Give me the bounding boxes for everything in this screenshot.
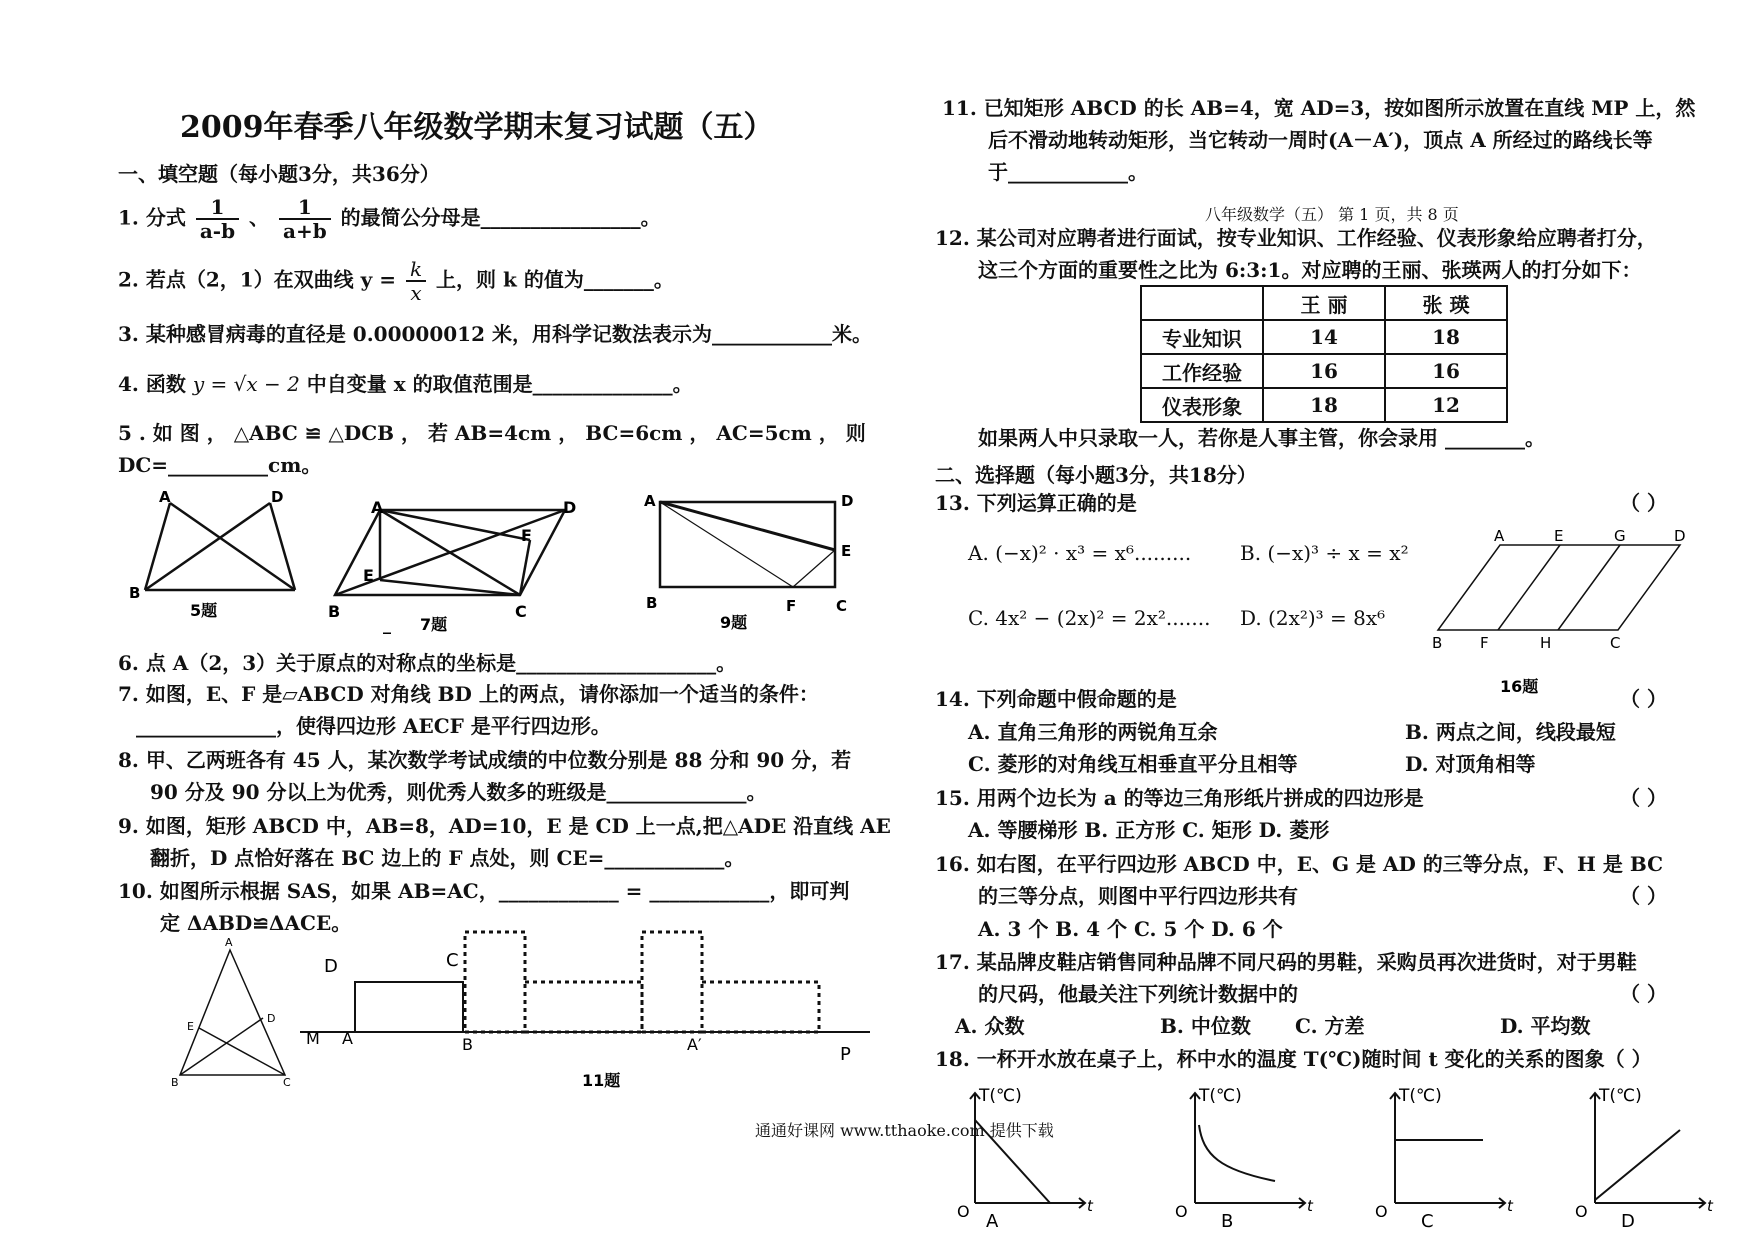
question-14: 14. 下列命题中假命题的是	[935, 687, 1177, 711]
q1-f1-numerator: 1	[196, 196, 239, 220]
q2-prefix: 2. 若点（2，1）在双曲线 y =	[118, 267, 396, 292]
question-17-line-2: 的尺码，他最关注下列统计数据中的	[978, 982, 1298, 1006]
q2-denominator: x	[410, 281, 422, 305]
question-18: 18. 一杯开水放在桌子上，杯中水的温度 T(℃)随时间 t 变化的关系的图象（ ）	[935, 1047, 1652, 1071]
q1-fraction-2	[279, 196, 331, 242]
q14-option-a: A. 直角三角形的两锐角互余	[968, 720, 1218, 744]
table-header-cell: 王 丽	[1263, 286, 1385, 320]
graph-c-origin: O	[1375, 1202, 1388, 1221]
section-fill-in-title: 一、填空题（每小题3分，共36分）	[118, 162, 440, 186]
question-3: 3. 某种感冒病毒的直径是 0.00000012 米，用科学记数法表示为____________米。	[118, 322, 872, 346]
q13-answer-paren: （ ）	[1620, 491, 1667, 515]
fig10-label-b: B	[171, 1076, 179, 1089]
q14-option-d: D. 对顶角相等	[1405, 752, 1536, 776]
fig11-caption: 11题	[582, 1071, 621, 1090]
fig16-label-a: A	[1494, 527, 1505, 545]
table-cell: 14	[1263, 320, 1385, 354]
fig16-label-h: H	[1540, 634, 1552, 652]
q16-options: A. 3 个 B. 4 个 C. 5 个 D. 6 个	[978, 917, 1283, 941]
question-11-line-2: 后不滑动地转动矩形，当它转动一周时(A－A′)，顶点 A 所经过的路线长等	[988, 128, 1653, 152]
fig9-label-d: D	[841, 492, 854, 510]
fig11-label-a: A	[342, 1029, 353, 1048]
q17-option-b: B. 中位数	[1160, 1014, 1251, 1038]
fig9-caption: 9题	[720, 613, 748, 632]
q1-f1-denominator: a-b	[199, 219, 236, 243]
figure-7	[325, 495, 575, 635]
q1-suffix: 的最简公分母是________________。	[340, 205, 661, 230]
q14-option-c: C. 菱形的对角线互相垂直平分且相等	[968, 752, 1298, 776]
fig9-label-e: E	[841, 542, 852, 560]
table-row	[1141, 354, 1507, 388]
question-7-line-2: ______________，使得四边形 AECF 是平行四边形。	[136, 714, 611, 738]
q13-option-c: C. 4x² − (2x)² = 2x².......	[968, 606, 1211, 630]
fig9-label-b: B	[646, 594, 658, 612]
graph-c-ylabel: T(℃)	[1399, 1086, 1442, 1106]
page-title: 2009年春季八年级数学期末复习试题（五）	[180, 110, 774, 145]
q1-f2-numerator: 1	[279, 196, 331, 220]
table-cell: 12	[1385, 388, 1507, 422]
q1-fraction-1	[196, 196, 239, 242]
fig16-label-f: F	[1480, 634, 1489, 652]
fig5-label-d: D	[271, 488, 284, 506]
fig9-label-f: F	[786, 597, 797, 615]
q17-option-d: D. 平均数	[1500, 1014, 1591, 1038]
q17-option-c: C. 方差	[1295, 1014, 1365, 1038]
q18-graph-d	[1555, 1085, 1725, 1235]
q18-graph-b	[1155, 1085, 1315, 1235]
fig11-label-m: M	[306, 1029, 320, 1048]
q1-f2-denominator: a+b	[283, 219, 327, 243]
graph-a-origin: O	[957, 1202, 970, 1221]
fig9-label-c: C	[836, 597, 848, 615]
q4-function: y = √x − 2	[192, 372, 300, 396]
graph-c-label: C	[1421, 1211, 1434, 1232]
fig11-label-a-prime: A′	[687, 1035, 702, 1054]
table-cell: 仪表形象	[1141, 388, 1263, 422]
q2-suffix: 上，则 k 的值为_______。	[436, 267, 674, 292]
figure-5	[125, 490, 305, 625]
fig7-label-c: C	[515, 602, 527, 621]
fig5-label-a: A	[159, 488, 171, 506]
question-15: 15. 用两个边长为 a 的等边三角形纸片拼成的四边形是	[935, 786, 1424, 810]
question-16-line-2: 的三等分点，则图中平行四边形共有	[978, 884, 1298, 908]
page-info: 八年级数学（五） 第 1 页，共 8 页	[1205, 205, 1459, 224]
fig11-label-b: B	[462, 1035, 473, 1054]
q18-graph-c	[1355, 1085, 1515, 1235]
fig10-label-d: D	[267, 1012, 276, 1025]
fig7-label-b: B	[328, 602, 341, 621]
fig7-label-d: D	[563, 498, 577, 517]
fig16-label-b: B	[1432, 634, 1443, 652]
fig16-caption: 16题	[1500, 677, 1539, 696]
graph-a-ylabel: T(℃)	[979, 1086, 1022, 1106]
graph-d-xlabel: t	[1707, 1197, 1713, 1215]
graph-b-xlabel: t	[1307, 1197, 1313, 1215]
question-1	[118, 196, 661, 242]
question-5-line-2: DC=__________cm。	[118, 453, 322, 477]
question-10-line-1: 10. 如图所示根据 SAS，如果 AB=AC，____________ = ____________，即可判	[118, 879, 850, 903]
question-13: 13. 下列运算正确的是	[935, 491, 1137, 515]
question-6: 6. 点 A（2，3）关于原点的对称点的坐标是____________________。	[118, 651, 737, 675]
fig16-label-c: C	[1610, 634, 1621, 652]
table-cell: 专业知识	[1141, 320, 1263, 354]
graph-b-ylabel: T(℃)	[1199, 1086, 1242, 1106]
table-header-cell: 张 瑛	[1385, 286, 1507, 320]
q1-prefix: 1. 分式	[118, 205, 186, 230]
fig5-caption: 5题	[190, 601, 218, 620]
graph-c-xlabel: t	[1507, 1197, 1513, 1215]
q4-suffix: 中自变量 x 的取值范围是______________。	[306, 372, 693, 396]
q15-answer-paren: （ ）	[1620, 786, 1667, 810]
q14-option-b: B. 两点之间，线段最短	[1405, 720, 1616, 744]
q2-numerator: k	[406, 258, 426, 282]
fig7-label-f: F	[521, 526, 532, 545]
question-9-line-1: 9. 如图，矩形 ABCD 中，AB=8，AD=10，E 是 CD 上一点,把△ADE 沿直线 AE	[118, 814, 891, 838]
fig10-label-a: A	[225, 936, 233, 949]
q1-separator: 、	[249, 205, 270, 230]
table-cell: 工作经验	[1141, 354, 1263, 388]
question-11-line-1: 11. 已知矩形 ABCD 的长 AB=4，宽 AD=3，按如图所示放置在直线 MP 上，然	[942, 96, 1696, 120]
fig16-label-g: G	[1614, 527, 1626, 545]
table-header-cell	[1141, 286, 1263, 320]
q2-fraction	[406, 258, 426, 304]
q15-options: A. 等腰梯形 B. 正方形 C. 矩形 D. 菱形	[968, 818, 1330, 842]
fig16-label-d: D	[1674, 527, 1686, 545]
question-12-line-3: 如果两人中只录取一人，若你是人事主管，你会录用 ________。	[978, 426, 1545, 450]
question-5-line-1: 5 . 如 图 ， △ABC ≌ △DCB ， 若 AB=4cm ， BC=6cm ， AC=5cm ， 则	[118, 421, 866, 445]
table-cell: 16	[1385, 354, 1507, 388]
fig11-label-c: C	[446, 950, 459, 971]
q17-option-a: A. 众数	[955, 1014, 1025, 1038]
question-7-line-1: 7. 如图，E、F 是▱ABCD 对角线 BD 上的两点，请你添加一个适当的条件：	[118, 682, 819, 706]
table-row	[1141, 320, 1507, 354]
q18-graph-a	[935, 1085, 1095, 1235]
table-row	[1141, 388, 1507, 422]
score-table-header	[1141, 286, 1507, 320]
question-12-line-2: 这三个方面的重要性之比为 6:3:1。对应聘的王丽、张瑛两人的打分如下：	[978, 258, 1642, 282]
score-table	[1140, 285, 1508, 423]
question-8-line-1: 8. 甲、乙两班各有 45 人，某次数学考试成绩的中位数分别是 88 分和 90 分，若	[118, 748, 852, 772]
fig11-label-d: D	[324, 956, 338, 977]
fig7-caption: 7题	[420, 615, 448, 634]
q17-answer-paren: （ ）	[1620, 982, 1667, 1006]
figure-10	[165, 936, 305, 1090]
graph-b-origin: O	[1175, 1202, 1188, 1221]
question-17-line-1: 17. 某品牌皮鞋店销售同种品牌不同尺码的男鞋，采购员再次进货时，对于男鞋	[935, 950, 1637, 974]
question-16-line-1: 16. 如右图，在平行四边形 ABCD 中，E、G 是 AD 的三等分点，F、H 是 BC	[935, 852, 1664, 876]
q13-option-b: B. (−x)³ ÷ x = x²	[1240, 541, 1409, 565]
fig16-label-e: E	[1554, 527, 1564, 545]
graph-a-xlabel: t	[1087, 1197, 1093, 1215]
figure-9	[640, 490, 865, 635]
table-cell: 18	[1385, 320, 1507, 354]
question-8-line-2: 90 分及 90 分以上为优秀，则优秀人数多的班级是______________。	[150, 780, 767, 804]
footer-source: 通通好课网 www.tthaoke.com 提供下载	[755, 1121, 1054, 1140]
question-12-line-1: 12. 某公司对应聘者进行面试，按专业知识、工作经验、仪表形象给应聘者打分，	[935, 226, 1657, 250]
fig11-label-p: P	[840, 1044, 851, 1065]
graph-a-label: A	[986, 1211, 999, 1232]
question-4	[118, 372, 693, 396]
graph-b-label: B	[1221, 1211, 1234, 1232]
question-10-line-2: 定 ΔABD≌ΔACE。	[160, 911, 352, 935]
question-9-line-2: 翻折，D 点恰好落在 BC 边上的 F 点处，则 CE=____________。	[150, 846, 745, 870]
fig9-label-a: A	[644, 492, 656, 510]
table-cell: 18	[1263, 388, 1385, 422]
fig7-label-e: E	[363, 566, 374, 585]
graph-d-ylabel: T(℃)	[1599, 1086, 1642, 1106]
graph-d-label: D	[1621, 1211, 1635, 1232]
figure-11	[300, 930, 880, 1100]
table-cell: 16	[1263, 354, 1385, 388]
q13-option-a: A. (−x)² · x³ = x⁶.........	[968, 541, 1192, 565]
question-11-line-3: 于____________。	[988, 160, 1148, 184]
fig5-label-b: B	[129, 584, 141, 602]
q16-answer-paren: （ ）	[1620, 884, 1667, 908]
q14-answer-paren: （ ）	[1620, 687, 1667, 711]
q4-prefix: 4. 函数	[118, 372, 186, 396]
graph-d-origin: O	[1575, 1202, 1588, 1221]
fig7-label-a: A	[371, 498, 384, 517]
section-choice-title: 二、选择题（每小题3分，共18分）	[935, 463, 1257, 487]
fig10-label-c: C	[283, 1076, 291, 1089]
question-2	[118, 258, 674, 304]
figure-16	[1430, 527, 1690, 700]
fig7-dash: _	[383, 615, 391, 634]
fig10-label-e: E	[187, 1020, 194, 1033]
q13-option-d: D. (2x²)³ = 8x⁶	[1240, 606, 1386, 630]
